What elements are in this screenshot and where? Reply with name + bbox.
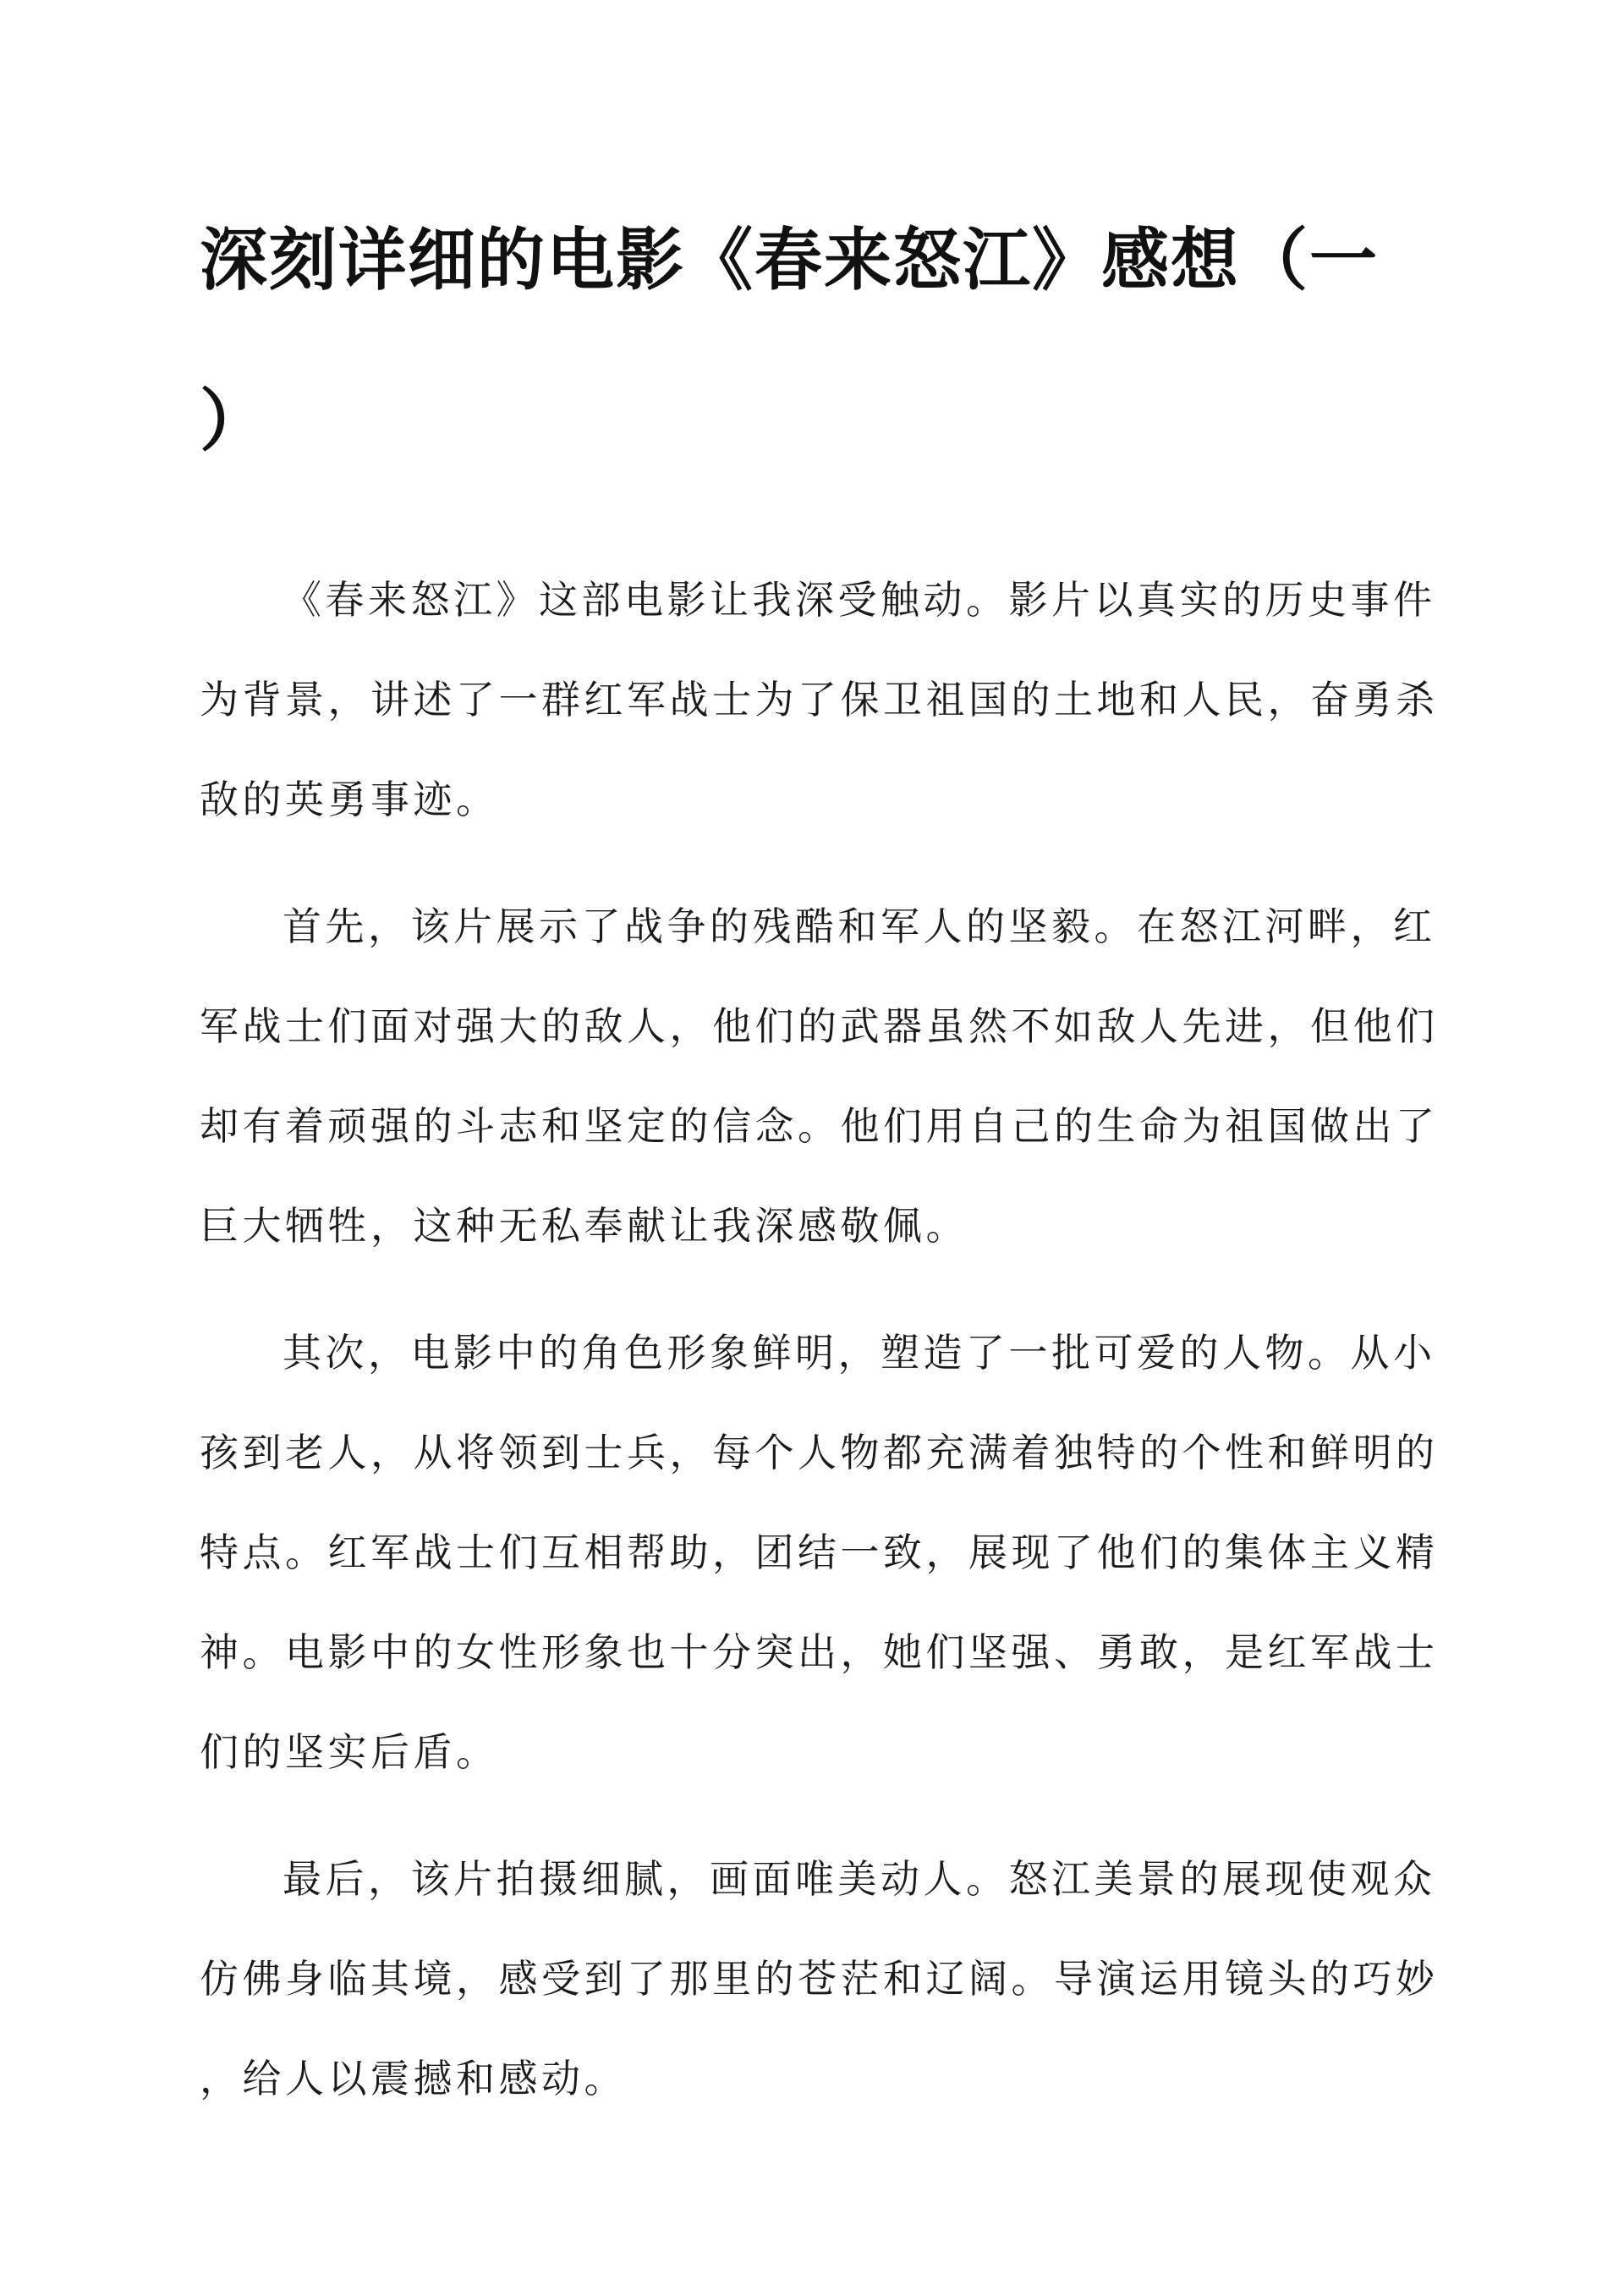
paragraph <box>200 1829 1439 2128</box>
title-line: 深刻详细的电影《春来怒江》感想（一 <box>200 220 1379 299</box>
paragraph-line: 为背景，讲述了一群红军战士为了保卫祖国的土地和人民，奋勇杀 <box>200 677 1439 722</box>
paragraph-line: 孩到老人，从将领到士兵，每个人物都充满着独特的个性和鲜明的 <box>200 1430 1439 1475</box>
paragraph-line: 们的坚实后盾。 <box>200 1729 499 1775</box>
title-line: ） <box>200 381 269 460</box>
paragraph-line: 仿佛身临其境，感受到了那里的苍茫和辽阔。导演运用镜头的巧妙 <box>200 1956 1439 2002</box>
paragraph-line: 敌的英勇事迹。 <box>200 777 499 822</box>
paragraph-line: 最后，该片拍摄细腻，画面唯美动人。怒江美景的展现使观众 <box>283 1856 1436 1902</box>
paragraph-gap <box>200 849 1424 876</box>
page-title <box>200 179 1435 501</box>
document-body <box>200 550 1439 2128</box>
paragraph <box>200 550 1439 849</box>
paragraph <box>200 1303 1439 1802</box>
paragraph-line: 其次，电影中的角色形象鲜明，塑造了一批可爱的人物。从小 <box>283 1330 1436 1376</box>
paragraph-line: 军战士们面对强大的敌人，他们的武器虽然不如敌人先进，但他们 <box>200 1003 1439 1049</box>
paragraph-gap <box>200 1276 1424 1303</box>
paragraph-line: 《春来怒江》这部电影让我深受触动。影片以真实的历史事件 <box>283 577 1436 623</box>
paragraph-line: 特点。红军战士们互相帮助，团结一致，展现了他们的集体主义精 <box>200 1530 1439 1575</box>
paragraph-gap <box>200 1802 1424 1829</box>
paragraph <box>200 876 1439 1276</box>
paragraph-line: 巨大牺牲，这种无私奉献让我深感敬佩。 <box>200 1203 968 1249</box>
paragraph-line: 首先，该片展示了战争的残酷和军人的坚毅。在怒江河畔，红 <box>283 904 1436 949</box>
paragraph-line: 神。电影中的女性形象也十分突出，她们坚强、勇敢，是红军战士 <box>200 1629 1439 1675</box>
paragraph-line: ，给人以震撼和感动。 <box>200 2056 627 2101</box>
paragraph-line: 却有着顽强的斗志和坚定的信念。他们用自己的生命为祖国做出了 <box>200 1103 1439 1149</box>
